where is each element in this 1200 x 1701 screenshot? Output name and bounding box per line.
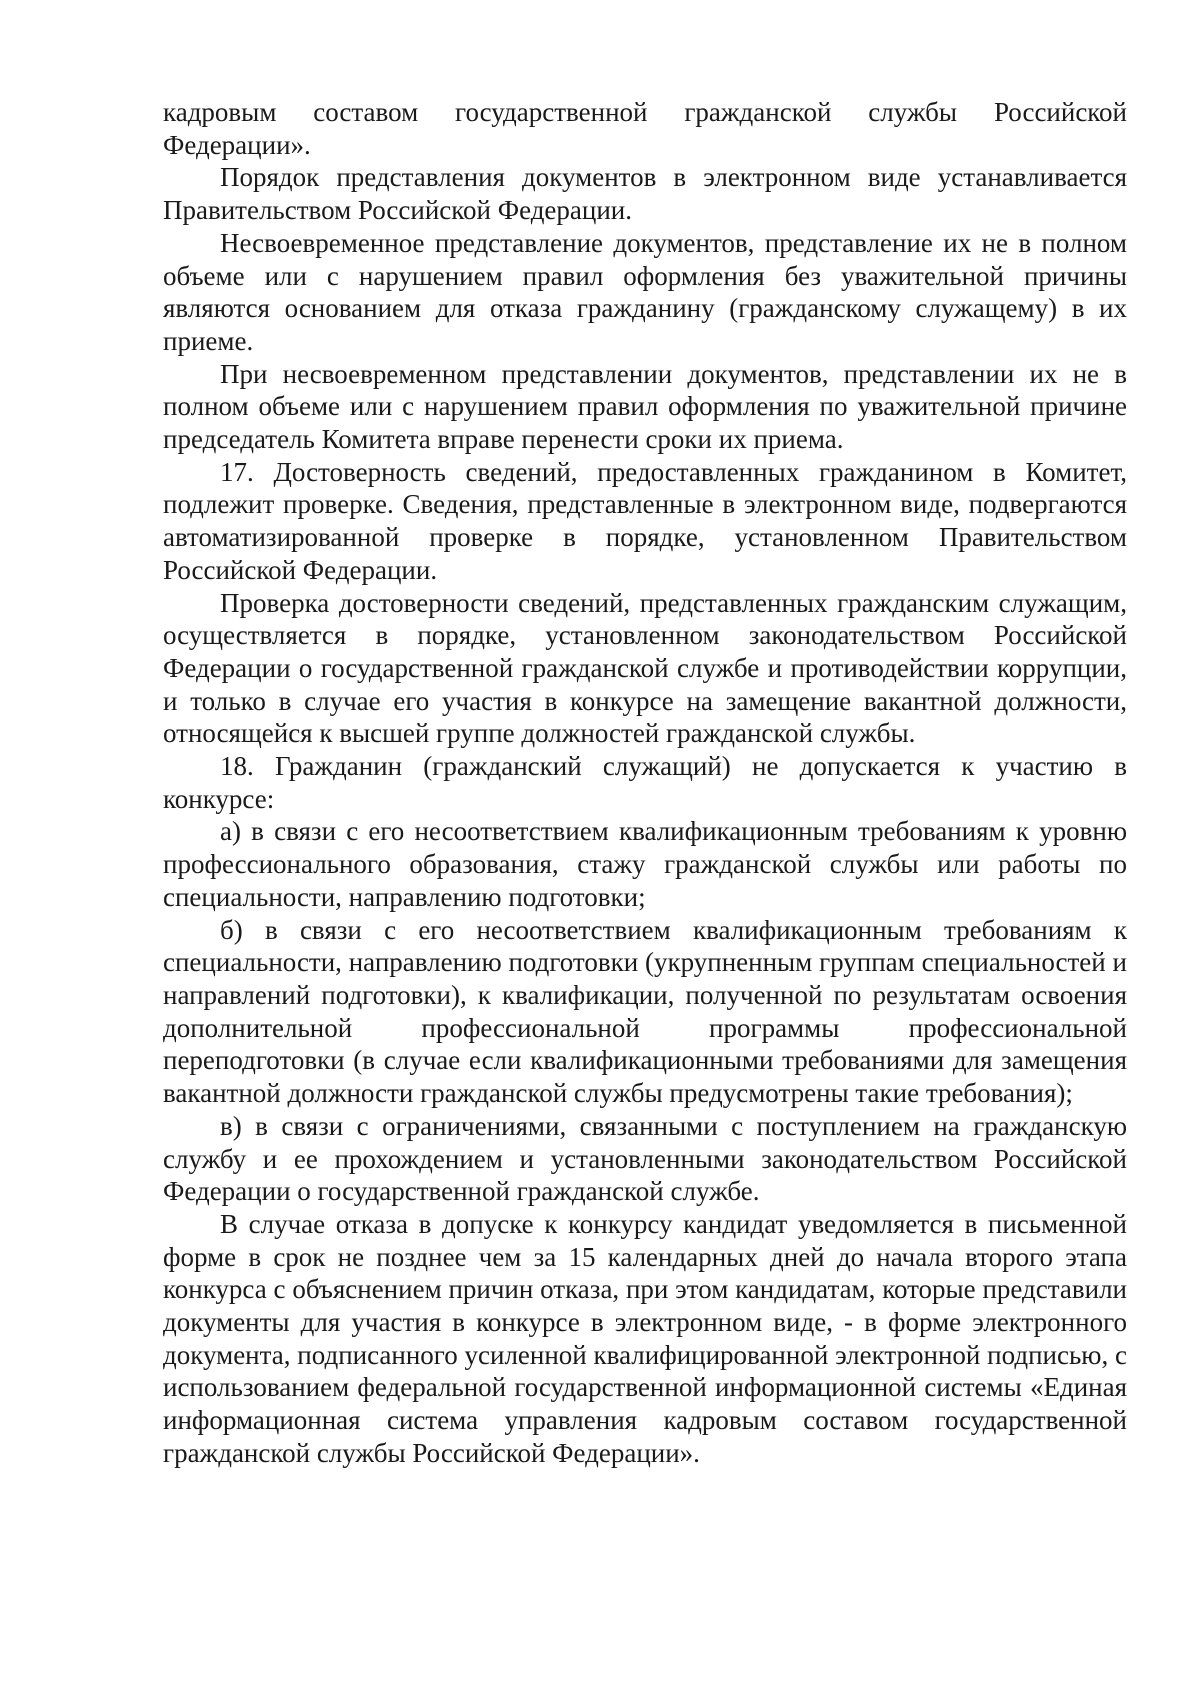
paragraph-continuation: кадровым составом государственной гражданской службы Российской Федерации».	[163, 97, 1127, 160]
paragraph-subitem-b: б) в связи с его несоответствием квалификационным требованиям к специальности, направлению подготовки (укрупненным группам специальностей и направлений подготовки), к квалификации, полученной по результатам освоения дополнительной профессиональной программы профессиональной переподготовки (в случае если квалификационными требованиями для замещения вакантной должности гражданской службы предусмотрены такие требования);	[163, 914, 1127, 1109]
document-body	[163, 96, 1127, 1470]
paragraph-refusal-notice: В случае отказа в допуске к конкурсу кандидат уведомляется в письменной форме в срок не позднее чем за 15 календарных дней до начала второго этапа конкурса с объяснением причин отказа, при этом кандидатам, которые представили документы для участия в конкурсе в электронном виде, - в форме электронного документа, подписанного усиленной квалифицированной электронной подписью, с использованием федеральной государственной информационной системы «Единая информационная система управления кадровым составом государственной гражданской службы Российской Федерации».	[163, 1208, 1127, 1468]
paragraph-item-18: 18. Гражданин (гражданский служащий) не допускается к участию в конкурсе:	[163, 751, 1127, 814]
paragraph-item-17: 17. Достоверность сведений, предоставленных гражданином в Комитет, подлежит проверке. Сведения, представленные в электронном виде, подвергаются автоматизированной проверке в порядке, установленном Правительством Российской Федерации.	[163, 456, 1127, 585]
paragraph-electronic-order: Порядок представления документов в электронном виде устанавливается Правительством Российской Федерации.	[163, 162, 1127, 226]
paragraph-deadline-transfer: При несвоевременном представлении документов, представлении их не в полном объеме или с нарушением правил оформления по уважительной причине председатель Комитета вправе перенести сроки их приема.	[163, 358, 1127, 455]
paragraph-subitem-a: а) в связи с его несоответствием квалификационным требованиям к уровню профессионального образования, стажу гражданской службы или работы по специальности, направлению подготовки;	[163, 816, 1127, 912]
paragraph-verification: Проверка достоверности сведений, представленных гражданским служащим, осуществляется в порядке, установленном законодательством Российской Федерации о государственной гражданской службе и противодействии коррупции, и только в случае его участия в конкурсе на замещение вакантной должности, относящейся к высшей группе должностей гражданской службы.	[163, 587, 1127, 749]
paragraph-untimely-refusal: Несвоевременное представление документов, представление их не в полном объеме или с нарушением правил оформления без уважительной причины являются основанием для отказа гражданину (гражданскому служащему) в их приеме.	[163, 227, 1127, 356]
paragraph-subitem-v: в) в связи с ограничениями, связанными с поступлением на гражданскую службу и ее прохождением и установленными законодательством Российской Федерации о государственной гражданской службе.	[163, 1110, 1127, 1207]
